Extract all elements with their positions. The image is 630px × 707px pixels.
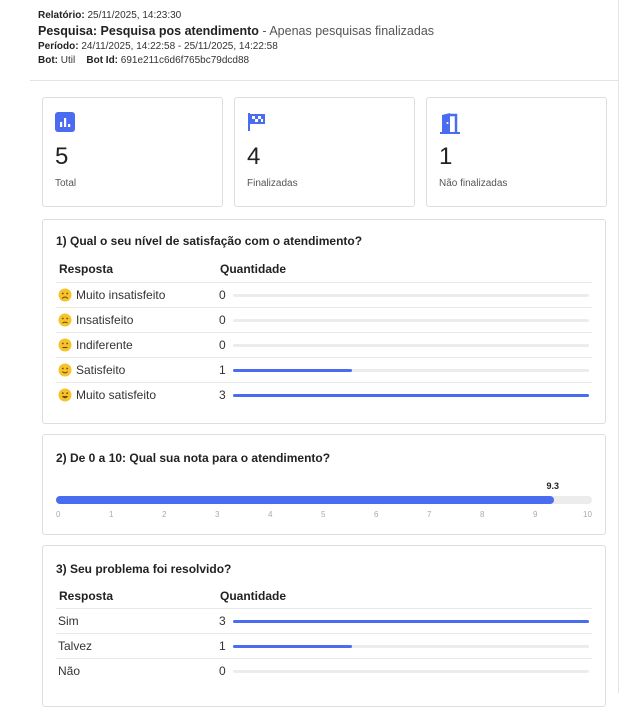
report-header bbox=[38, 9, 618, 68]
answer-quantity: 1 bbox=[219, 639, 226, 653]
progress-track bbox=[233, 294, 589, 297]
answer-label bbox=[58, 313, 133, 327]
axis-tick-label: 6 bbox=[374, 510, 379, 519]
progress-fill bbox=[233, 369, 352, 372]
table-row bbox=[56, 608, 592, 634]
smile-face-icon bbox=[58, 363, 72, 377]
axis-tick-label: 10 bbox=[583, 510, 592, 519]
progress-fill bbox=[233, 620, 589, 623]
score-fill bbox=[56, 496, 554, 504]
progress-fill bbox=[233, 645, 352, 648]
answer-text: Satisfeito bbox=[76, 363, 126, 377]
question-card-1 bbox=[42, 219, 606, 424]
checkered-flag-icon bbox=[247, 112, 267, 134]
stat-value: 5 bbox=[55, 143, 69, 170]
score-track bbox=[56, 496, 592, 504]
answer-label bbox=[58, 288, 165, 302]
table-row bbox=[56, 382, 592, 408]
bot-id-value: 691e211c6d6f765bc79dcd88 bbox=[120, 55, 250, 66]
answer-text: Indiferente bbox=[76, 338, 133, 352]
very-sad-face-icon bbox=[58, 288, 72, 302]
answer-text: Muito insatisfeito bbox=[76, 288, 166, 302]
bot-value: Util bbox=[60, 55, 76, 66]
table-row bbox=[56, 658, 592, 684]
answer-quantity: 0 bbox=[219, 288, 226, 302]
column-answer: Resposta bbox=[59, 589, 114, 603]
neutral-face-icon bbox=[58, 338, 72, 352]
period-label: Período: bbox=[38, 41, 79, 52]
answer-text: Insatisfeito bbox=[76, 313, 134, 327]
answer-quantity: 0 bbox=[219, 338, 226, 352]
answer-quantity: 0 bbox=[219, 664, 226, 678]
column-quantity: Quantidade bbox=[220, 262, 287, 276]
report-label: Relatório: bbox=[38, 10, 85, 21]
stat-label: Finalizadas bbox=[247, 178, 298, 189]
answer-label bbox=[58, 388, 156, 402]
answer-quantity: 3 bbox=[219, 614, 226, 628]
header-divider bbox=[30, 80, 618, 81]
axis-tick-label: 7 bbox=[427, 510, 432, 519]
axis-tick-label: 0 bbox=[56, 510, 61, 519]
big-smile-face-icon bbox=[58, 388, 72, 402]
answer-text: Talvez bbox=[58, 639, 93, 653]
column-quantity: Quantidade bbox=[220, 589, 287, 603]
survey-line bbox=[38, 23, 618, 40]
progress-fill bbox=[233, 394, 589, 397]
progress-track bbox=[233, 645, 589, 648]
stat-label: Total bbox=[55, 178, 77, 189]
score-label: 9.3 bbox=[546, 481, 559, 491]
stat-label: Não finalizadas bbox=[439, 178, 508, 189]
progress-track bbox=[233, 344, 589, 347]
table-row bbox=[56, 357, 592, 383]
table-row bbox=[56, 332, 592, 358]
bot-label: Bot: bbox=[38, 55, 58, 66]
table-row bbox=[56, 307, 592, 333]
survey-note: - Apenas pesquisas finalizadas bbox=[262, 24, 435, 38]
page-edge bbox=[618, 0, 619, 693]
stat-value: 1 bbox=[439, 143, 453, 170]
progress-track bbox=[233, 319, 589, 322]
answer-label bbox=[58, 338, 133, 352]
question-card-3 bbox=[42, 545, 606, 707]
axis-tick-label: 8 bbox=[480, 510, 485, 519]
answer-text: Não bbox=[58, 664, 81, 678]
axis-tick-label: 3 bbox=[215, 510, 220, 519]
axis-tick-label: 9 bbox=[533, 510, 538, 519]
open-door-icon bbox=[439, 112, 459, 134]
axis-tick-label: 5 bbox=[321, 510, 326, 519]
progress-track bbox=[233, 620, 589, 623]
table-row bbox=[56, 633, 592, 659]
period-line bbox=[38, 40, 618, 54]
axis-tick-label: 4 bbox=[268, 510, 273, 519]
report-date: 25/11/2025, 14:23:30 bbox=[87, 10, 182, 21]
stat-card-finished bbox=[234, 97, 415, 207]
bot-line bbox=[38, 54, 618, 68]
report-line bbox=[38, 9, 618, 23]
question-title: 2) De 0 a 10: Qual sua nota para o atendimento? bbox=[56, 451, 331, 465]
table-row bbox=[56, 282, 592, 308]
column-answer: Resposta bbox=[59, 262, 114, 276]
axis-tick-label: 2 bbox=[162, 510, 167, 519]
answer-label bbox=[58, 363, 125, 377]
progress-track bbox=[233, 369, 589, 372]
stat-card-unfinished bbox=[426, 97, 607, 207]
answer-quantity: 0 bbox=[219, 313, 226, 327]
axis-tick-label: 1 bbox=[109, 510, 114, 519]
answer-text: Muito satisfeito bbox=[76, 388, 157, 402]
bot-id-label: Bot Id: bbox=[86, 55, 119, 66]
answer-quantity: 1 bbox=[219, 363, 226, 377]
sad-face-icon bbox=[58, 313, 72, 327]
progress-track bbox=[233, 394, 589, 397]
bar-chart-icon bbox=[55, 112, 75, 134]
answer-quantity: 3 bbox=[219, 388, 226, 402]
question-title: 3) Seu problema foi resolvido? bbox=[56, 562, 232, 576]
survey-name: Pesquisa: Pesquisa pos atendimento bbox=[38, 24, 259, 38]
period-value: 24/11/2025, 14:22:58 - 25/11/2025, 14:22:58 bbox=[81, 41, 278, 52]
stat-value: 4 bbox=[247, 143, 261, 170]
stat-card-total bbox=[42, 97, 223, 207]
question-card-2 bbox=[42, 434, 606, 535]
answer-text: Sim bbox=[58, 614, 79, 628]
progress-track bbox=[233, 670, 589, 673]
question-title: 1) Qual o seu nível de satisfação com o atendimento? bbox=[56, 234, 363, 248]
